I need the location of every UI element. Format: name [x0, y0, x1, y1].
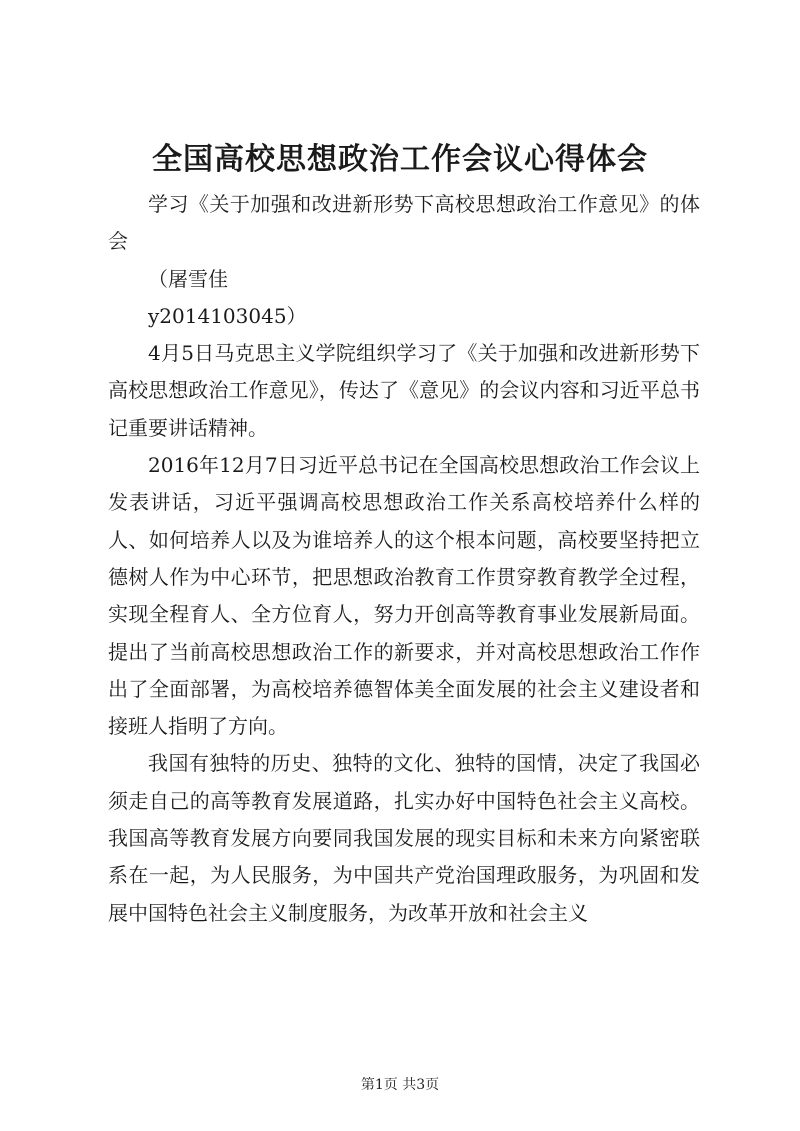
- paragraph-intro: 4月5日马克思主义学院组织学习了《关于加强和改进新形势下高校思想政治工作意见》，传达了《意见》的会议内容和习近平总书记重要讲话精神。: [108, 341, 700, 440]
- page-number-footer: 第1页 共3页: [360, 1077, 440, 1093]
- document-title: 全国高校思想政治工作会议心得体会: [152, 142, 648, 177]
- paragraph-speech: 2016年12月7日习近平总书记在全国高校思想政治工作会议上发表讲话，习近平强调高校思想政治工作关系高校培养什么样的人、如何培养人以及为谁培养人的这个根本问题，高校要坚持把立德树人作为中心环节，把思想政治教育工作贯穿教育教学全过程，实现全程育人、全方位育人，努力开创高等教育事业发展新局面。提出了当前高校思想政治工作的新要求，并对高校思想政治工作作出了全面部署，为高校培养德智体美全面发展的社会主义建设者和接班人指明了方向。: [108, 453, 700, 739]
- paragraph-student-id: y2014103045）: [148, 303, 307, 328]
- paragraph-subtitle: 学习《关于加强和改进新形势下高校思想政治工作意见》的体会: [108, 192, 700, 254]
- document-body: [108, 186, 700, 932]
- paragraph-author: （屠雪佳: [148, 266, 228, 291]
- paragraph-national-path: 我国有独特的历史、独特的文化、独特的国情，决定了我国必须走自己的高等教育发展道路，扎实办好中国特色社会主义高校。我国高等教育发展方向要同我国发展的现实目标和未来方向紧密联系在一起，为人民服务，为中国共产党治国理政服务，为巩固和发展中国特色社会主义制度服务，为改革开放和社会主义: [108, 751, 700, 925]
